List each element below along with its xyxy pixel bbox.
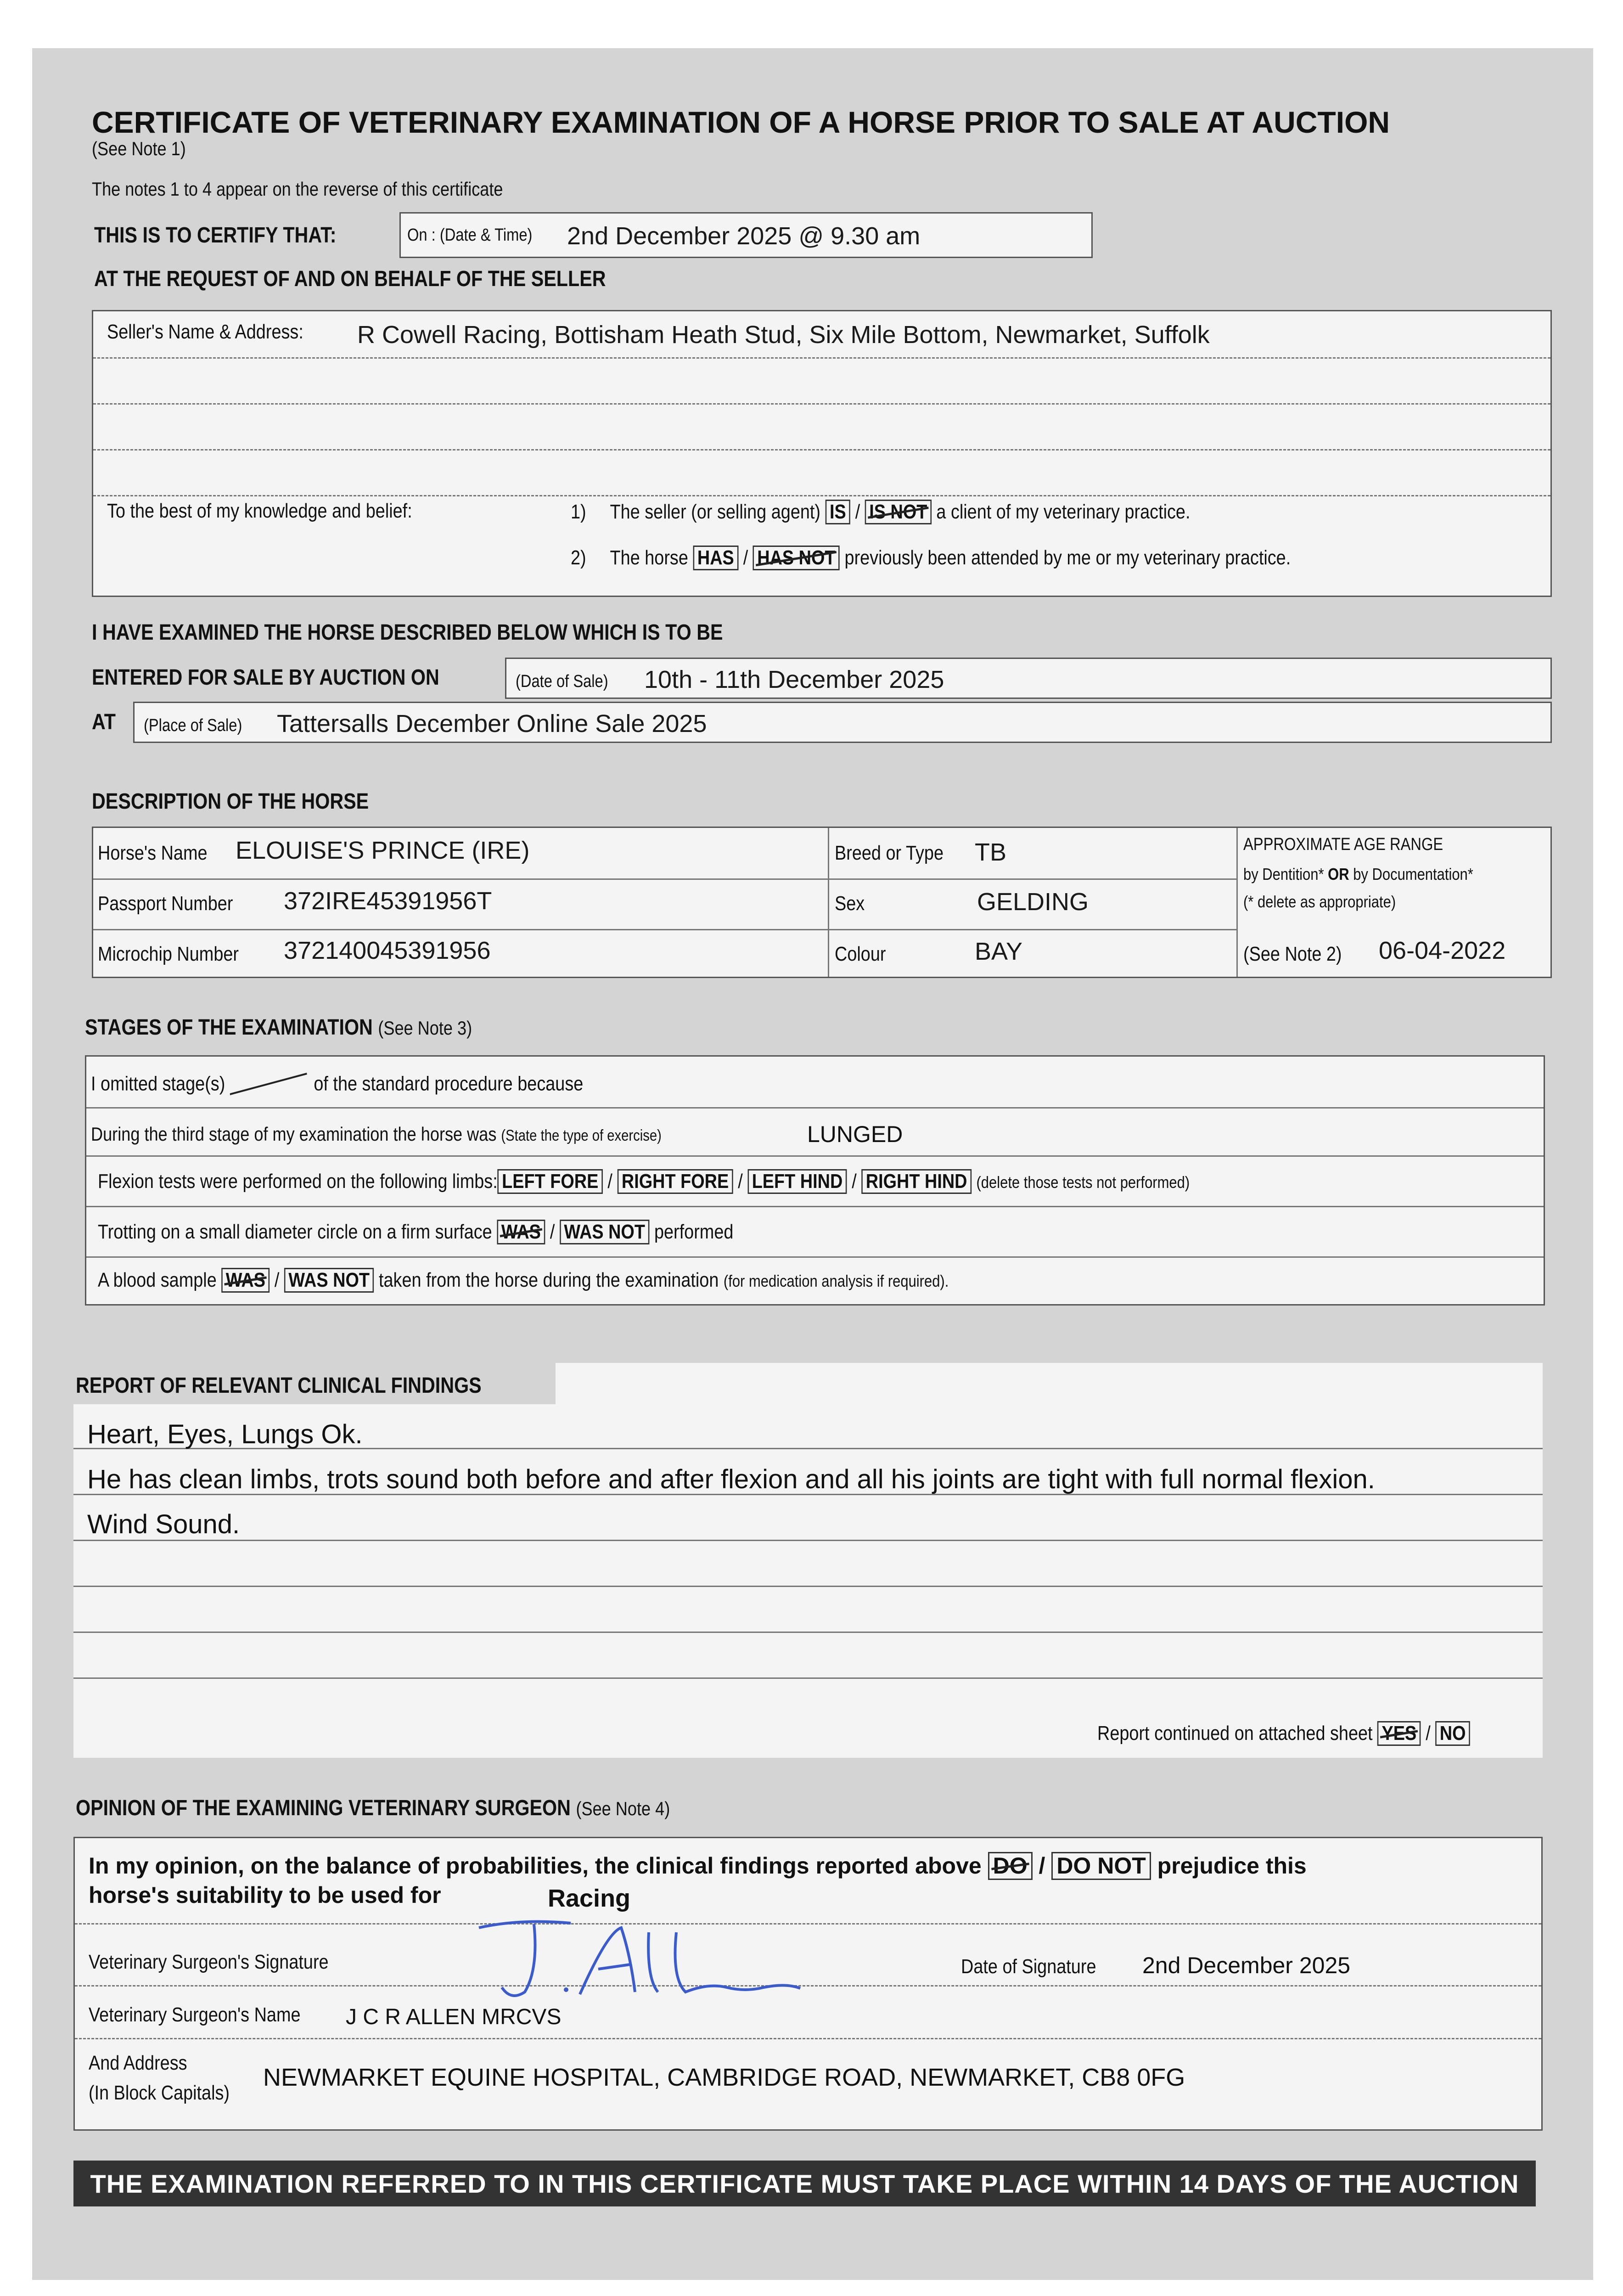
continued-yes-option[interactable]: YES (1377, 1721, 1421, 1746)
knowledge-label: To the best of my knowledge and belief: (107, 500, 412, 522)
flexion-row: Flexion tests were performed on the following limbs: LEFT FORE / RIGHT FORE / LEFT HIND / RIGHT HIND (delete those tests not performed) (98, 1169, 1190, 1194)
opinion-box (73, 1837, 1543, 2131)
sale-place-value: Tattersalls December Online Sale 2025 (277, 710, 707, 737)
certify-on-label: On : (Date & Time) (407, 225, 533, 245)
opinion-do-option[interactable]: DO (988, 1852, 1033, 1880)
flexion-right-hind[interactable]: RIGHT HIND (861, 1169, 972, 1194)
continued-row: Report continued on attached sheet YES / NO (1097, 1721, 1470, 1746)
sex-label: Sex (835, 892, 865, 915)
date-signature-value: 2nd December 2025 (1142, 1953, 1351, 1978)
footer-notice: THE EXAMINATION REFERRED TO IN THIS CERTIFICATE MUST TAKE PLACE WITHIN 14 DAYS OF THE AUCTION (73, 2161, 1536, 2206)
horse-has-option[interactable]: HAS (693, 546, 738, 570)
knowledge-item-2: 2) The horse HAS / HAS NOT previously been attended by me or my veterinary practice. (571, 546, 1291, 570)
knowledge-item-1: 1) The seller (or selling agent) IS / IS NOT a client of my veterinary practice. (571, 500, 1190, 524)
certify-on-value: 2nd December 2025 @ 9.30 am (567, 222, 921, 250)
colour-label: Colour (835, 943, 886, 965)
signature-label: Veterinary Surgeon's Signature (89, 1951, 329, 1973)
sale-date-box (505, 658, 1552, 699)
passport-value: 372IRE45391956T (284, 887, 492, 915)
breed-label: Breed or Type (835, 842, 944, 864)
seller-value: R Cowell Racing, Bottisham Heath Stud, Six Mile Bottom, Newmarket, Suffolk (357, 321, 1210, 349)
third-stage-value: LUNGED (807, 1121, 903, 1147)
microchip-value: 372140045391956 (284, 937, 491, 964)
age-title: APPROXIMATE AGE RANGE (1243, 835, 1443, 854)
trot-was-option[interactable]: WAS (497, 1220, 545, 1244)
description-heading: DESCRIPTION OF THE HORSE (92, 789, 369, 814)
trot-was-not-option[interactable]: WAS NOT (560, 1220, 650, 1244)
address-value: NEWMARKET EQUINE HOSPITAL, CAMBRIDGE ROAD, NEWMARKET, CB8 0FG (263, 2064, 1185, 2091)
age-delete-note: (* delete as appropriate) (1243, 892, 1396, 911)
vet-name-value: J C R ALLEN MRCVS (346, 2005, 562, 2029)
breed-value: TB (975, 838, 1007, 866)
see-note-1: (See Note 1) (92, 138, 186, 159)
stages-box (85, 1055, 1545, 1306)
passport-label: Passport Number (98, 892, 233, 915)
report-heading: REPORT OF RELEVANT CLINICAL FINDINGS (76, 1373, 482, 1398)
report-line-2: He has clean limbs, trots sound both before and after flexion and all his joints are tight with full normal flexion. (87, 1464, 1375, 1494)
sale-place-box (133, 702, 1552, 743)
sex-value: GELDING (977, 888, 1089, 916)
flexion-left-fore[interactable]: LEFT FORE (498, 1169, 603, 1194)
certificate-title: CERTIFICATE OF VETERINARY EXAMINATION OF A HORSE PRIOR TO SALE AT AUCTION (92, 105, 1390, 139)
report-line-3: Wind Sound. (87, 1509, 240, 1539)
continued-no-option[interactable]: NO (1435, 1721, 1470, 1746)
vet-name-label: Veterinary Surgeon's Name (89, 2003, 301, 2026)
sale-place-label: (Place of Sale) (144, 716, 242, 735)
seller-label: Seller's Name & Address: (107, 321, 303, 343)
address-label-2: (In Block Capitals) (89, 2082, 230, 2104)
certify-date-box (399, 212, 1093, 258)
entered-label: ENTERED FOR SALE BY AUCTION ON (92, 665, 439, 690)
date-signature-label: Date of Signature (961, 1955, 1096, 1978)
opinion-line-2: horse's suitability to be used for (89, 1882, 441, 1908)
seller-is-not-option[interactable]: IS NOT (865, 500, 932, 524)
horse-name-label: Horse's Name (98, 842, 208, 864)
strike-line-icon (230, 1071, 309, 1099)
report-line-1: Heart, Eyes, Lungs Ok. (87, 1419, 363, 1449)
horse-description-table (92, 827, 1552, 978)
third-stage-row: During the third stage of my examination the horse was (State the type of exercise) (91, 1123, 662, 1145)
address-label-1: And Address (89, 2052, 187, 2074)
report-box (73, 1404, 1543, 1758)
horse-name-value: ELOUISE'S PRINCE (IRE) (236, 837, 530, 864)
age-method: by Dentition* OR by Documentation* (1243, 865, 1473, 884)
certify-label: THIS IS TO CERTIFY THAT: (94, 223, 337, 248)
opinion-do-not-option[interactable]: DO NOT (1051, 1852, 1151, 1880)
handwritten-signature (470, 1914, 809, 2020)
opinion-heading: OPINION OF THE EXAMINING VETERINARY SURGEON (See Note 4) (76, 1796, 670, 1820)
age-note: (See Note 2) (1243, 943, 1342, 965)
notes-text: The notes 1 to 4 appear on the reverse of this certificate (92, 178, 503, 200)
sale-date-value: 10th - 11th December 2025 (644, 666, 944, 693)
opinion-line-1: In my opinion, on the balance of probabilities, the clinical findings reported above DO / DO NOT prejudice this (89, 1852, 1307, 1880)
horse-has-not-option[interactable]: HAS NOT (753, 546, 840, 570)
flexion-left-hind[interactable]: LEFT HIND (747, 1169, 847, 1194)
blood-was-not-option[interactable]: WAS NOT (284, 1268, 374, 1293)
flexion-right-fore[interactable]: RIGHT FORE (617, 1169, 733, 1194)
age-value: 06-04-2022 (1379, 937, 1506, 964)
seller-is-option[interactable]: IS (826, 500, 851, 524)
opinion-use-value: Racing (548, 1885, 631, 1912)
sale-date-label: (Date of Sale) (516, 672, 608, 691)
blood-row: A blood sample WAS / WAS NOT taken from the horse during the examination (for medication analysis if required). (98, 1268, 949, 1293)
colour-value: BAY (975, 938, 1023, 965)
trotting-row: Trotting on a small diameter circle on a firm surface WAS / WAS NOT performed (98, 1220, 733, 1244)
blood-was-option[interactable]: WAS (221, 1268, 270, 1293)
at-label: AT (92, 710, 116, 734)
seller-box (92, 310, 1552, 597)
seller-heading: AT THE REQUEST OF AND ON BEHALF OF THE SELLER (94, 267, 606, 291)
microchip-label: Microchip Number (98, 943, 239, 965)
omitted-stages: I omitted stage(s) of the standard procedure because (91, 1071, 583, 1099)
stages-heading: STAGES OF THE EXAMINATION (See Note 3) (85, 1015, 472, 1040)
exam-heading: I HAVE EXAMINED THE HORSE DESCRIBED BELOW WHICH IS TO BE (92, 620, 723, 645)
